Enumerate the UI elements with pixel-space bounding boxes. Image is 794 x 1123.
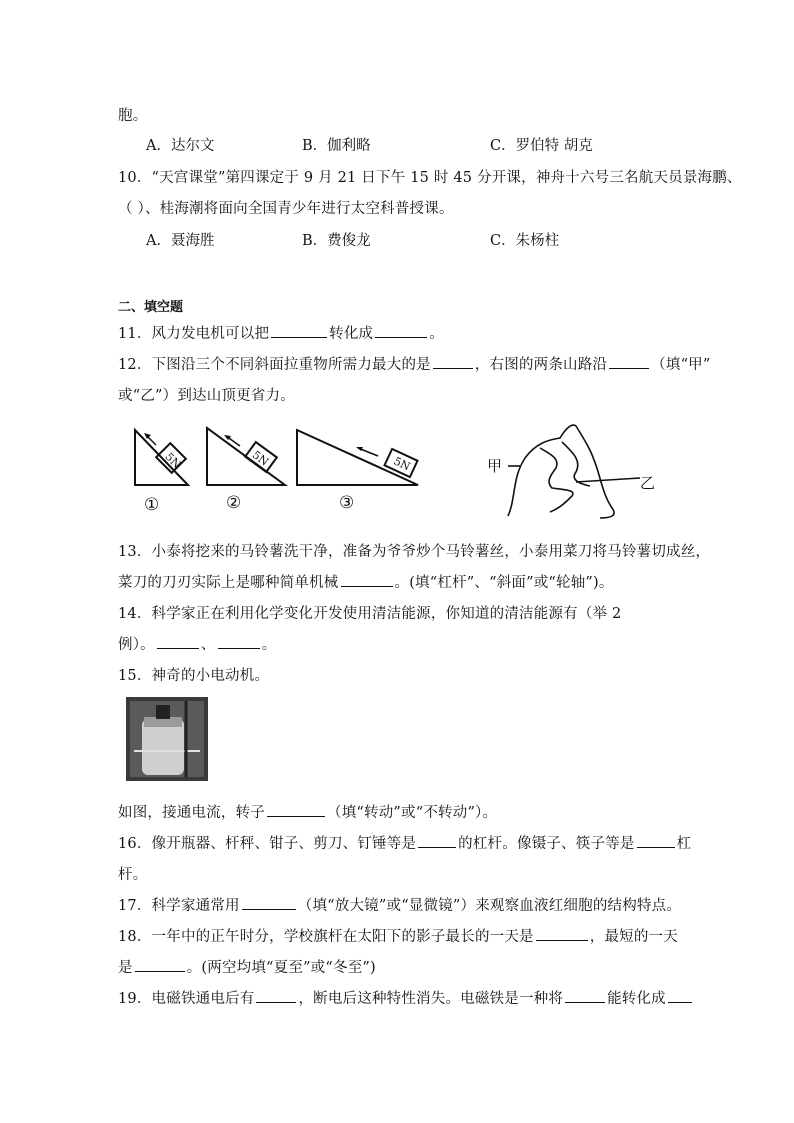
q15-blank[interactable] xyxy=(267,802,325,817)
q11-blank-2[interactable] xyxy=(375,323,427,338)
q9-continuation: 胞。 xyxy=(118,108,148,124)
q16-blank-1[interactable] xyxy=(418,833,456,848)
q9-option-c: C．罗伯特 胡克 xyxy=(490,138,593,154)
q10-line2: （ ）、桂海潮将面向全国青少年进行太空科普授课。 xyxy=(118,201,454,217)
q16-line2: 杆。 xyxy=(118,867,148,883)
path-label-jia: 甲 xyxy=(487,457,503,475)
q18-text-d: 。(两空均填“夏至”或“冬至”) xyxy=(186,960,376,976)
q9-option-b: B．伽利略 xyxy=(302,138,371,154)
q13-line1: 13．小泰将挖来的马铃薯洗干净，准备为爷爷炒个马铃薯丝，小泰用菜刀将马铃薯切成丝， xyxy=(118,544,711,560)
q10-option-b: B．费俊龙 xyxy=(302,233,371,249)
q12-text-c: （填“甲” xyxy=(651,357,711,373)
q16-text-c: 杠 xyxy=(676,836,692,852)
q19-blank-3[interactable] xyxy=(668,988,692,1003)
q17 xyxy=(118,894,681,915)
q16-line1 xyxy=(118,832,691,853)
slope-label-1: ① xyxy=(144,495,160,515)
path-label-yi: 乙 xyxy=(640,474,656,492)
q15-line1: 15．神奇的小电动机。 xyxy=(118,668,270,684)
q13-line2 xyxy=(118,571,614,592)
q16-text-a: 16．像开瓶器、杆秤、钳子、剪刀、钉锤等是 xyxy=(118,836,417,852)
q11 xyxy=(118,322,444,343)
q11-text-b: 转化成 xyxy=(329,326,374,342)
q12-text-a: 12．下图沿三个不同斜面拉重物所需力最大的是 xyxy=(118,357,431,373)
q18-text-b: ，最短的一天 xyxy=(589,929,678,945)
q13-blank[interactable] xyxy=(341,572,393,587)
force-label-3: 5N xyxy=(391,454,413,474)
q18-blank-2[interactable] xyxy=(135,957,185,972)
q18-text-a: 18．一年中的正午时分，学校旗杆在太阳下的影子最长的一天是 xyxy=(118,929,534,945)
q10-option-c: C．朱杨柱 xyxy=(490,233,560,249)
q12-text-b: ，右图的两条山路沿 xyxy=(474,357,608,373)
q17-text-a: 17．科学家通常用 xyxy=(118,898,240,914)
q19-text-b: ，断电后这种特性消失。电磁铁是一种将 xyxy=(298,991,564,1007)
q19-text-a: 19．电磁铁通电后有 xyxy=(118,991,255,1007)
q19-blank-1[interactable] xyxy=(256,988,296,1003)
slope-label-3: ③ xyxy=(339,493,355,513)
q19-blank-2[interactable] xyxy=(565,988,605,1003)
q16-text-b: 的杠杆。像镊子、筷子等是 xyxy=(458,836,635,852)
force-label-1: 5N xyxy=(162,450,184,472)
q14-line2 xyxy=(118,633,276,654)
q14-text-a: 例）。 xyxy=(118,637,155,653)
q14-blank-2[interactable] xyxy=(218,634,260,649)
motor-photo xyxy=(126,697,208,781)
q16-blank-2[interactable] xyxy=(637,833,675,848)
q9-option-a: A．达尔文 xyxy=(146,138,215,154)
q17-text-b: （填“放大镜”或“显微镜”）来观察血液红细胞的结构特点。 xyxy=(297,898,682,914)
incline-figure xyxy=(120,418,680,522)
q19-text-c: 能转化成 xyxy=(607,991,666,1007)
q12-line2: 或“乙”）到达山顶更省力。 xyxy=(118,388,295,404)
q11-text-a: 11．风力发电机可以把 xyxy=(118,326,270,342)
q12-blank-2[interactable] xyxy=(609,354,649,369)
q10-option-a: A．聂海胜 xyxy=(146,233,215,249)
q18-text-c: 是 xyxy=(118,960,133,976)
q13-text-a: 菜刀的刀刃实际上是哪种简单机械 xyxy=(118,575,339,591)
q13-text-b: 。(填“杠杆”、“斜面”或“轮轴”)。 xyxy=(394,575,614,591)
q15-line2 xyxy=(118,801,497,822)
q18-blank-1[interactable] xyxy=(536,926,588,941)
q12-line1 xyxy=(118,353,711,374)
mountain-drawing xyxy=(508,425,640,518)
q14-text-b: 、 xyxy=(200,637,216,653)
q14-line1: 14．科学家正在利用化学变化开发使用清洁能源，你知道的清洁能源有（举 2 xyxy=(118,606,622,622)
q14-text-c: 。 xyxy=(261,637,277,653)
q11-blank-1[interactable] xyxy=(271,323,327,338)
q11-text-c: 。 xyxy=(429,326,444,342)
slope-label-2: ② xyxy=(226,493,242,513)
q10-line1: 10．“天宫课堂”第四课定于 9 月 21 日下午 15 时 45 分开课，神舟十六号三名航天员景海鹏、 xyxy=(118,170,742,186)
section-title: 二、填空题 xyxy=(118,300,184,315)
q15-text-b: （填“转动”或“不转动”）。 xyxy=(327,805,498,821)
q17-blank[interactable] xyxy=(242,895,296,910)
q12-blank-1[interactable] xyxy=(433,354,473,369)
force-label-2: 5N xyxy=(249,448,271,469)
q18-line2 xyxy=(118,956,376,977)
q18-line1 xyxy=(118,925,678,946)
q14-blank-1[interactable] xyxy=(157,634,199,649)
q19 xyxy=(118,987,694,1008)
q15-text-a: 如图，接通电流，转子 xyxy=(118,805,265,821)
